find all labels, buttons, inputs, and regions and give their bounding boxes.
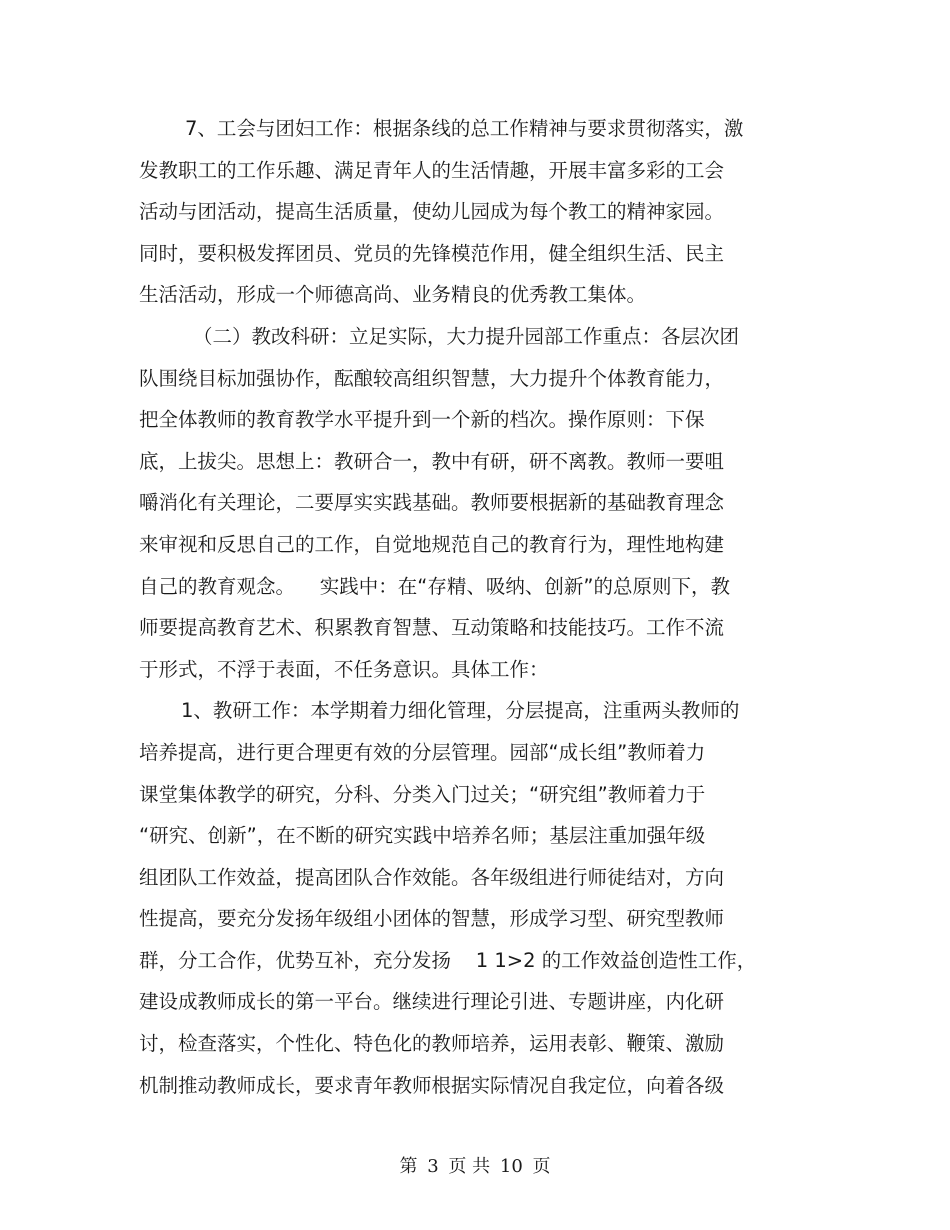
paragraph-line: 机制推动教师成长，要求青年教师根据实际情况自我定位，向着各级	[139, 1073, 725, 1097]
paragraph-line: 1、教研工作：本学期着力细化管理，分层提高，注重两头教师的	[181, 699, 740, 723]
paragraph-line: 建设成教师成长的第一平台。继续进行理论引进、专题讲座，内化研	[139, 990, 725, 1014]
paragraph-line: 性提高，要充分发扬年级组小团体的智慧，形成学习型、研究型教师	[139, 907, 725, 931]
paragraph-line: 活动与团活动，提高生活质量，使幼儿园成为每个教工的精神家园。	[139, 200, 725, 224]
total-pages: 10	[499, 1156, 523, 1177]
body-text	[139, 108, 779, 1106]
page-number: 3	[427, 1156, 439, 1177]
paragraph-line: 7、工会与团妇工作：根据条线的总工作精神与要求贯彻落实，激	[185, 117, 744, 140]
paragraph-line: 发教职工的工作乐趣、满足青年人的生活情趣，开展丰富多彩的工会	[139, 158, 725, 182]
paragraph-line: 组团队工作效益，提高团队合作效能。各年级组进行师徒结对，方向	[139, 865, 725, 889]
paragraph-line: 生活活动，形成一个师德高尚、业务精良的优秀教工集体。	[139, 283, 647, 307]
paragraph-line: 师要提高教育艺术、积累教育智慧、互动策略和技能技巧。工作不流	[139, 616, 725, 640]
paragraph-line: 培养提高，进行更合理更有效的分层管理。园部“成长组”教师着力	[139, 740, 706, 764]
paragraph-line: 队围绕目标加强协作，酝酿较高组织智慧，大力提升个体教育能力，	[139, 366, 725, 390]
paragraph-line: 嚼消化有关理论，二要厚实实践基础。教师要根据新的基础教育理念	[139, 491, 725, 515]
page-footer	[0, 1152, 950, 1178]
page-label-suffix: 页	[532, 1156, 551, 1177]
paragraph-line: 群，分工合作，优势互补，充分发扬 1 1>2 的工作效益创造性工作，	[139, 948, 757, 972]
paragraph-line: 讨，检查落实，个性化、特色化的教师培养，运用表彰、鞭策、激励	[139, 1032, 725, 1056]
paragraph-line: （二）教改科研：立足实际，大力提升园部工作重点：各层次团	[193, 324, 740, 348]
paragraph-line: 底，上拔尖。思想上：教研合一，教中有研，研不离教。教师一要咀	[139, 449, 725, 473]
paragraph-line: 把全体教师的教育教学水平提升到一个新的档次。操作原则：下保	[139, 408, 705, 432]
paragraph-line: 自己的教育观念。 实践中：在“存精、吸纳、创新”的总原则下，教	[139, 574, 730, 598]
page-label-prefix: 第	[399, 1156, 418, 1177]
paragraph-line: 来审视和反思自己的工作，自觉地规范自己的教育行为，理性地构建	[139, 532, 725, 556]
page-label-mid: 页 共	[448, 1156, 491, 1177]
paragraph-line: 同时，要积极发挥团员、党员的先锋模范作用，健全组织生活、民主	[139, 241, 725, 265]
paragraph-line: 课堂集体教学的研究，分科、分类入门过关；“研究组”教师着力于	[139, 782, 706, 806]
paragraph-line: “研究、创新”，在不断的研究实践中培养名师；基层注重加强年级	[139, 824, 706, 848]
paragraph-line: 于形式，不浮于表面，不任务意识。具体工作：	[139, 657, 549, 681]
